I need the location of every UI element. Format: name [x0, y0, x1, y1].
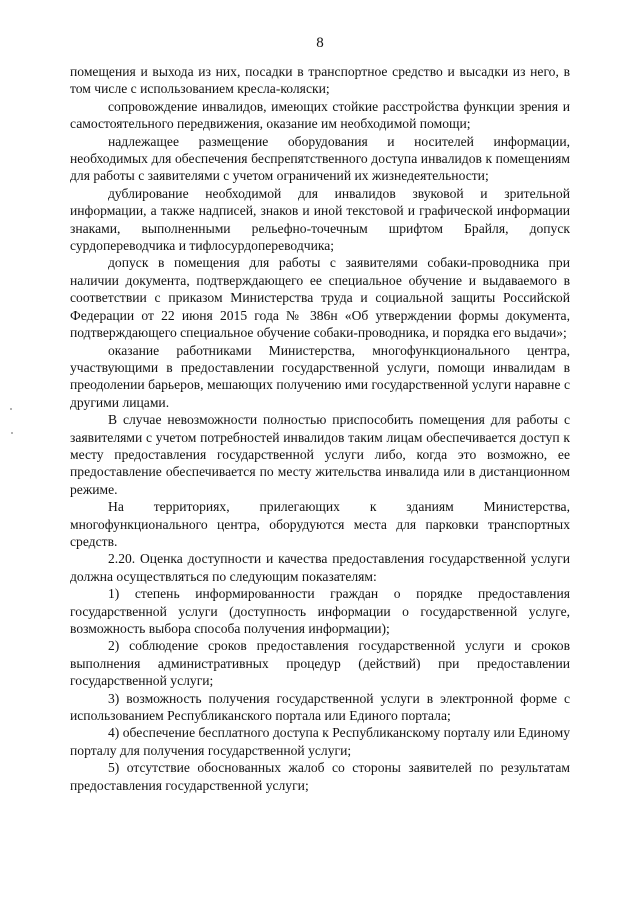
paragraph-staff-assistance: оказание работниками Министерства, многофункционального центра, участвующими в предоставлении государственной услуги, помощи инвалидам в преодолении барьеров, мешающих получению ими государственной услуги наравне с другими лицами.: [70, 342, 570, 410]
scan-artifact-dot: [10, 408, 12, 410]
list-item-1: 1) степень информированности граждан о порядке предоставления государственной услуги (доступность информации о государственной услуге, возможность выбора способа получения информации);: [70, 586, 570, 636]
scan-artifact-dot: [11, 432, 13, 434]
page-number: 8: [316, 35, 324, 51]
paragraph-information-duplication: дублирование необходимой для инвалидов звуковой и зрительной информации, а также надписей, знаков и иной текстовой и графической информации знаками, выполненными рельефно-точечным шрифтом Брайля, допуск сурдопереводчика и тифлосурдопереводчика;: [70, 185, 570, 254]
list-item-5: 5) отсутствие обоснованных жалоб со стороны заявителей по результатам предоставления государственной услуги;: [70, 760, 570, 793]
paragraph-equipment-placement: надлежащее размещение оборудования и носителей информации, необходимых для обеспечения беспрепятственного доступа инвалидов к помещениям для работы с заявителями с учетом ограничений их жизнедеятельности;: [70, 133, 570, 184]
paragraph-guide-dog: допуск в помещения для работы с заявителями собаки-проводника при наличии документа, подтверждающего ее специальное обучение и выдаваемого в соответствии с приказом Министерства труда и социальной защиты Российской Федерации от 22 июня 2015 года № 386н «Об утверждении формы документа, подтверждающего специальное обучение собаки-проводника, и порядка его выдачи»;: [70, 255, 570, 341]
paragraph-section-2-20: 2.20. Оценка доступности и качества предоставления государственной услуги должна осуществляться по следующим показателям:: [70, 551, 570, 584]
paragraph-impossibility: В случае невозможности полностью приспособить помещения для работы с заявителями с учетом потребностей инвалидов таким лицам обеспечивается доступ к месту предоставления государственной услуги либо, когда это возможно, ее предоставление обеспечивается по месту жительства инвалида или в дистанционном режиме.: [70, 412, 570, 497]
list-item-4: 4) обеспечение бесплатного доступа к Республиканскому порталу или Единому порталу для получения государственной услуги;: [70, 725, 570, 758]
document-body: [70, 63, 570, 794]
list-item-3: 3) возможность получения государственной услуги в электронной форме с использованием Республиканского портала или Единого портала;: [70, 690, 570, 724]
paragraph-parking: На территориях, прилегающих к зданиям Министерства, многофункционального центра, оборудуются места для парковки транспортных средств.: [70, 499, 570, 549]
paragraph-continuation: помещения и выхода из них, посадки в транспортное средство и высадки из него, в том числе с использованием кресла-коляски;: [70, 64, 570, 97]
paragraph-escort: сопровождение инвалидов, имеющих стойкие расстройства функции зрения и самостоятельного передвижения, оказание им необходимой помощи;: [70, 98, 570, 132]
list-item-2: 2) соблюдение сроков предоставления государственной услуги и сроков выполнения административных процедур (действий) при предоставлении государственной услуги;: [70, 638, 570, 689]
